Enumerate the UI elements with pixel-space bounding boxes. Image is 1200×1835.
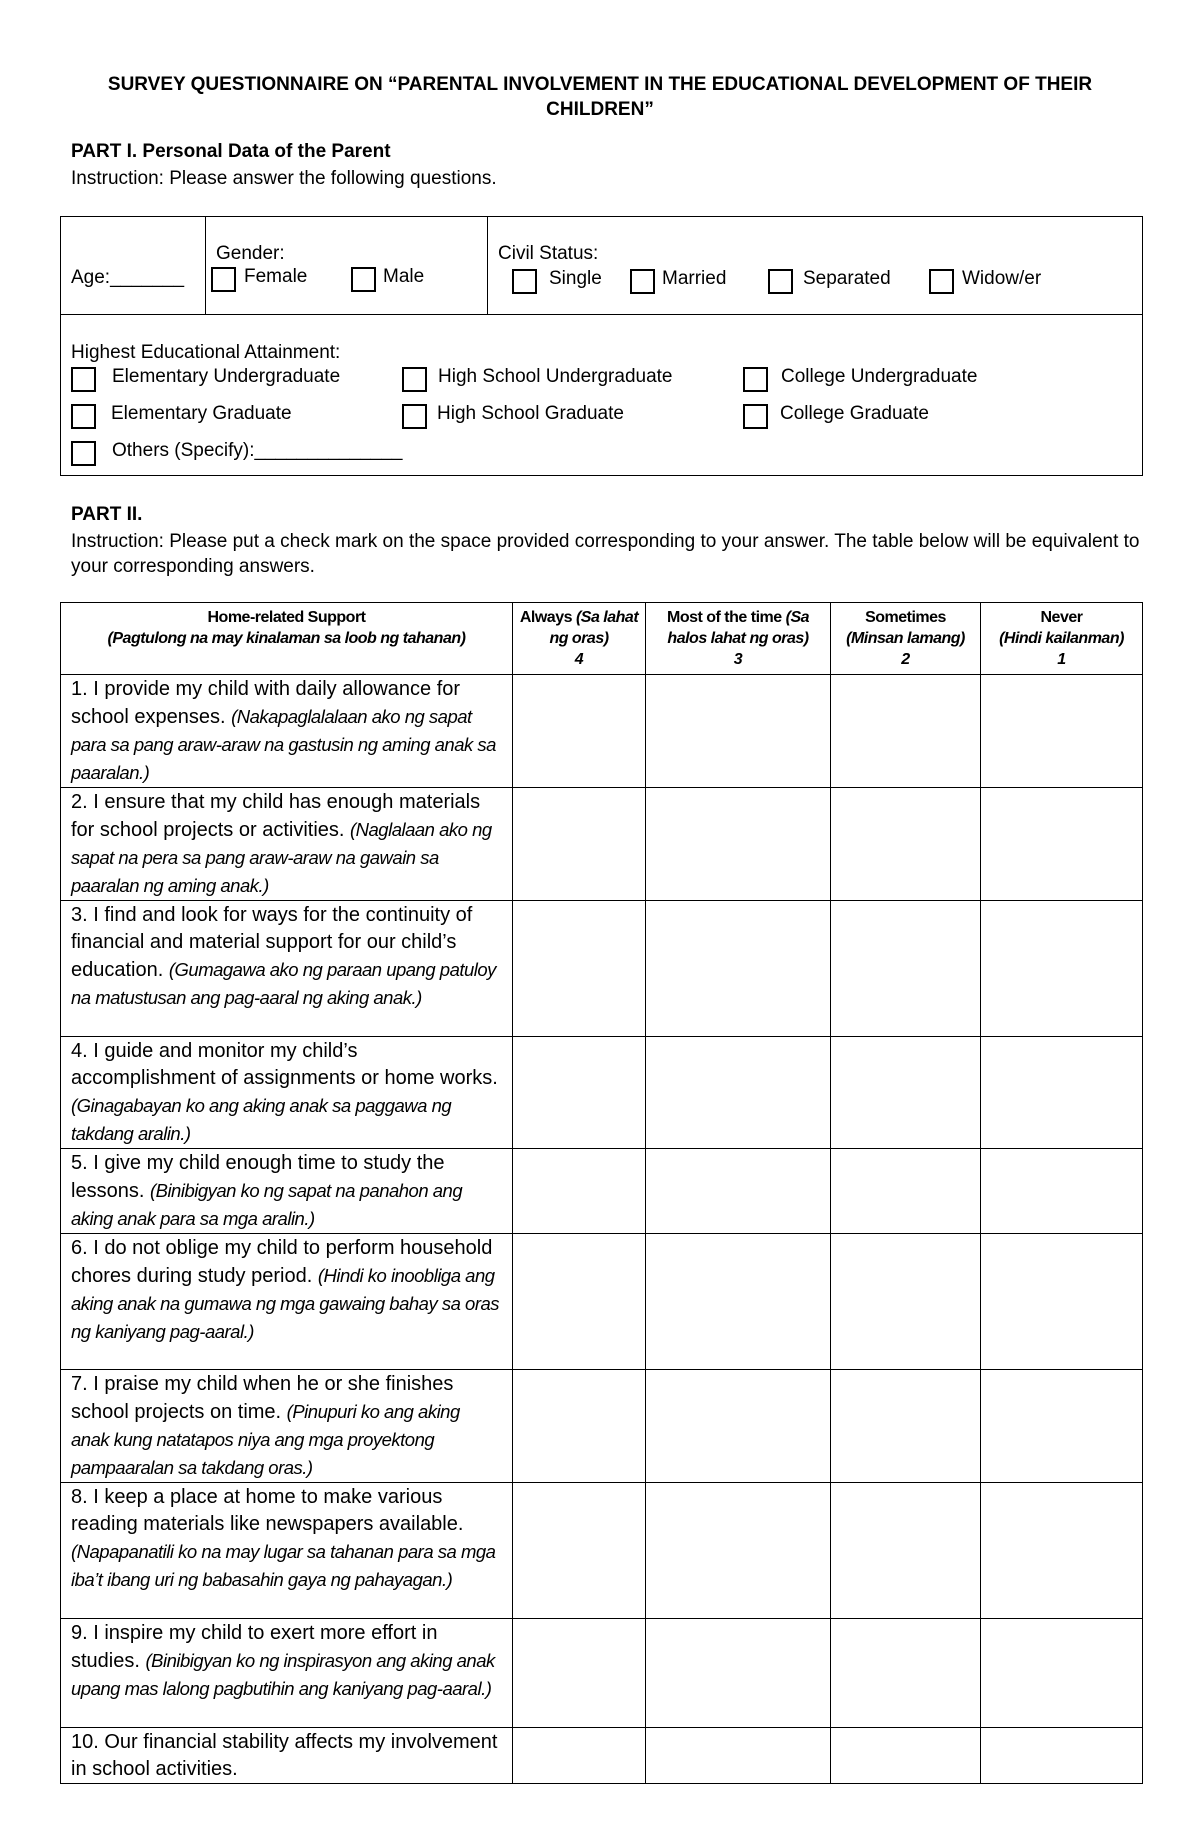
female-label: Female [244,266,308,287]
answer-cell-never[interactable] [981,788,1143,901]
item-english: 6. I do not oblige my child to perform household chores during study period. [71,1237,493,1287]
answer-cell-always[interactable] [513,1483,646,1619]
answer-cell-always[interactable] [513,1728,646,1784]
item-translation: (Naglalaan ako ng sapat na pera sa pang araw-araw na gawain sa paaralan ng aming anak.) [71,819,492,896]
college-undergraduate-label: College Undergraduate [781,366,978,387]
answer-cell-sometimes[interactable] [831,1619,981,1728]
table-row [61,1149,1143,1234]
female-checkbox[interactable] [211,267,236,292]
answer-cell-sometimes[interactable] [831,1483,981,1619]
answer-cell-always[interactable] [513,1234,646,1370]
item-cell [61,1149,513,1234]
part2-heading: PART II. [71,504,143,525]
item-translation: (Hindi ko inoobliga ang aking anak na gumawa ng mga gawaing bahay sa oras ng kaniyang pag-aaral.) [71,1265,500,1342]
answer-cell-never[interactable] [981,1037,1143,1149]
answer-cell-never[interactable] [981,1728,1143,1784]
high-school-undergraduate-checkbox[interactable] [402,367,427,392]
item-translation: (Binibigyan ko ng sapat na panahon ang aking anak para sa mga aralin.) [71,1180,463,1229]
answer-cell-sometimes[interactable] [831,1037,981,1149]
item-english: 10. Our financial stability affects my involvement in school activities. [71,1731,498,1780]
header-always [513,603,646,675]
table-row [61,1619,1143,1728]
answer-cell-never[interactable] [981,1234,1143,1370]
answer-cell-always[interactable] [513,1370,646,1483]
answer-cell-most[interactable] [646,1728,831,1784]
high-school-undergraduate-label: High School Undergraduate [438,366,673,387]
widower-label: Widow/er [962,268,1042,289]
answer-cell-always[interactable] [513,1149,646,1234]
age-cell [61,217,206,314]
elementary-undergraduate-checkbox[interactable] [71,367,96,392]
table-row [61,1370,1143,1483]
answer-cell-sometimes[interactable] [831,1149,981,1234]
answer-cell-never[interactable] [981,901,1143,1037]
high-school-graduate-label: High School Graduate [437,403,624,424]
item-cell [61,1728,513,1784]
page-title: SURVEY QUESTIONNAIRE ON “PARENTAL INVOLVEMENT IN THE EDUCATIONAL DEVELOPMENT OF THEIR CHILDREN” [107,74,1093,120]
married-label: Married [662,268,727,289]
item-cell [61,1619,513,1728]
header-never-score: 1 [1057,651,1066,668]
item-translation: (Nakapaglalalaan ako ng sapat para sa pang araw-araw na gastusin ng aming anak sa paaralan.) [71,706,496,783]
elementary-graduate-label: Elementary Graduate [111,403,292,424]
answer-cell-most[interactable] [646,675,831,788]
high-school-graduate-checkbox[interactable] [402,404,427,429]
elementary-undergraduate-label: Elementary Undergraduate [112,366,341,387]
answer-cell-always[interactable] [513,675,646,788]
header-sometimes [831,603,981,675]
college-graduate-checkbox[interactable] [743,404,768,429]
item-translation: (Pinupuri ko ang aking anak kung natatapos niya ang mga proyektong pampaaralan sa takdang oras.) [71,1401,460,1478]
elementary-graduate-checkbox[interactable] [71,404,96,429]
table-row [61,788,1143,901]
part2-instruction: Instruction: Please put a check mark on the space provided corresponding to your answer. The table below will be equivalent to your corresponding answers. [71,531,1140,577]
item-english: 2. I ensure that my child has enough materials for school projects or activities. [71,791,481,841]
table-row [61,1037,1143,1149]
header-most-score: 3 [733,651,743,668]
table-row [61,675,1143,788]
education-label: Highest Educational Attainment: [71,342,341,363]
item-cell [61,788,513,901]
header-never-translation: (Hindi kailanman) [999,630,1124,647]
separated-checkbox[interactable] [768,269,793,294]
answer-cell-sometimes[interactable] [831,901,981,1037]
item-english: 3. I find and look for ways for the continuity of financial and material support for our child’s education. [71,904,473,981]
item-cell [61,675,513,788]
part1-heading: PART I. Personal Data of the Parent [71,141,391,162]
answer-cell-sometimes[interactable] [831,1370,981,1483]
answer-cell-most[interactable] [646,1483,831,1619]
header-most-of-the-time [646,603,831,675]
answer-cell-never[interactable] [981,1483,1143,1619]
header-always-label: Always [519,609,572,626]
answer-cell-never[interactable] [981,1370,1143,1483]
item-cell [61,901,513,1037]
item-cell [61,1234,513,1370]
single-checkbox[interactable] [512,269,537,294]
item-english: 8. I keep a place at home to make various reading materials like newspapers available. [71,1486,464,1535]
others-specify-field[interactable]: Others (Specify):______________ [112,440,403,461]
answer-cell-most[interactable] [646,788,831,901]
answer-cell-always[interactable] [513,788,646,901]
answer-cell-never[interactable] [981,675,1143,788]
male-checkbox[interactable] [351,267,376,292]
separated-label: Separated [803,268,891,289]
answer-cell-never[interactable] [981,1149,1143,1234]
married-checkbox[interactable] [630,269,655,294]
college-graduate-label: College Graduate [780,403,929,424]
table-row [61,1728,1143,1784]
answer-cell-sometimes[interactable] [831,1234,981,1370]
table-header-row [61,603,1143,675]
item-translation: (Ginagabayan ko ang aking anak sa paggawa ng takdang aralin.) [71,1095,452,1144]
item-cell [61,1370,513,1483]
answer-cell-always[interactable] [513,901,646,1037]
male-label: Male [383,266,425,287]
answer-cell-sometimes[interactable] [831,1728,981,1784]
answer-cell-always[interactable] [513,1037,646,1149]
header-main-label: Home-related Support [207,609,366,626]
table-row [61,901,1143,1037]
header-most-translation: (Sa halos lahat ng oras) [667,609,810,647]
header-most-text [646,607,830,649]
others-checkbox[interactable] [71,441,96,466]
answer-cell-never[interactable] [981,1619,1143,1728]
civil-status-label: Civil Status: [498,243,599,264]
widower-checkbox[interactable] [929,269,954,294]
answer-cell-most[interactable] [646,1149,831,1234]
header-most-label: Most of the time [666,609,782,626]
answer-cell-sometimes[interactable] [831,675,981,788]
item-translation: (Napapanatili ko na may lugar sa tahanan para sa mga iba’t ibang uri ng babasahin gaya ng pahayagan.) [71,1541,496,1590]
table-row [61,1483,1143,1619]
item-english: 7. I praise my child when he or she finishes school projects on time. [71,1373,454,1423]
item-cell [61,1483,513,1619]
answer-cell-most[interactable] [646,901,831,1037]
item-english: 4. I guide and monitor my child’s accomplishment of assignments or home works. [71,1040,498,1089]
header-main-translation: (Pagtulong na may kinalaman sa loob ng tahanan) [107,630,466,647]
header-always-translation: (Sa lahat ng oras) [549,609,639,647]
item-cell [61,1037,513,1149]
answer-cell-most[interactable] [646,1619,831,1728]
item-translation: (Gumagawa ako ng paraan upang patuloy na matustusan ang pag-aaral ng aking anak.) [71,959,496,1008]
personal-data-row-1 [61,217,1142,315]
table-row [61,1234,1143,1370]
item-translation: (Binibigyan ko ng inspirasyon ang aking anak upang mas lalong pagbutihin ang kaniyang pag-aaral.) [71,1650,495,1699]
answer-cell-sometimes[interactable] [831,788,981,901]
answer-cell-most[interactable] [646,1037,831,1149]
answer-cell-always[interactable] [513,1619,646,1728]
header-sometimes-label: Sometimes [865,609,946,626]
item-english: 9. I inspire my child to exert more effort in studies. [71,1622,438,1672]
header-sometimes-score: 2 [901,651,910,668]
header-always-score: 4 [574,651,584,668]
personal-data-box [60,216,1143,476]
answer-cell-most[interactable] [646,1234,831,1370]
header-sometimes-translation: (Minsan lamang) [846,630,965,647]
answer-cell-most[interactable] [646,1370,831,1483]
item-english: 1. I provide my child with daily allowance for school expenses. [71,678,461,728]
header-always-text [513,607,645,649]
item-english: 5. I give my child enough time to study the lessons. [71,1152,445,1202]
age-field[interactable]: Age:_______ [71,267,185,288]
header-home-related-support [61,603,513,675]
survey-table [60,602,1143,1784]
gender-label: Gender: [216,243,285,264]
header-never [981,603,1143,675]
college-undergraduate-checkbox[interactable] [743,367,768,392]
single-label: Single [549,268,602,289]
header-never-label: Never [1040,609,1083,626]
part1-instruction: Instruction: Please answer the following questions. [71,168,497,189]
